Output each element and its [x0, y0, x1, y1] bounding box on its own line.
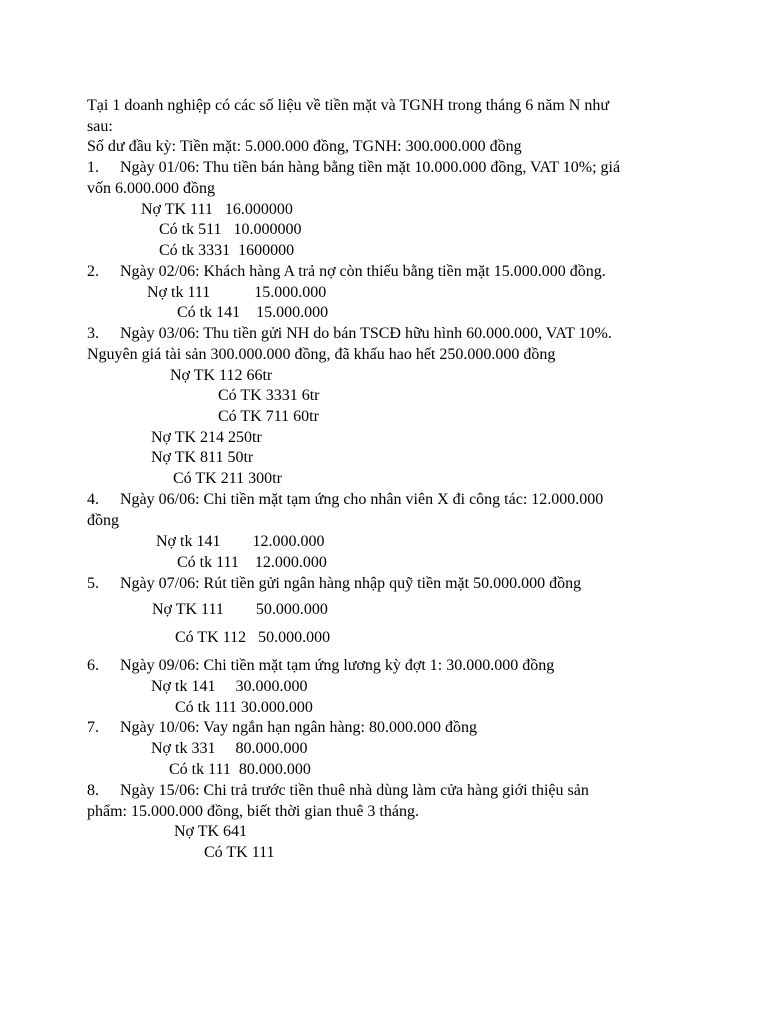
- journal-entry: Nợ TK 111 50.000.000: [152, 601, 328, 618]
- journal-entry: Có TK 3331 6tr: [218, 387, 320, 404]
- intro-line-1: Tại 1 doanh nghiệp có các số liệu về tiền mặt và TGNH trong tháng 6 năm N như: [87, 97, 610, 114]
- journal-entry: Có TK 112 50.000.000: [175, 629, 331, 646]
- journal-entry: Có tk 111 80.000.000: [169, 761, 311, 778]
- journal-entry: Có tk 141 15.000.000: [177, 304, 329, 321]
- journal-entry: Nợ tk 331 80.000.000: [151, 740, 308, 757]
- journal-entry: Nợ TK 214 250tr: [151, 429, 262, 446]
- item-text: Ngày 07/06: Rút tiền gửi ngân hàng nhập quỹ tiền mặt 50.000.000 đồng: [120, 575, 582, 592]
- journal-entry: Nợ TK 641: [174, 823, 248, 840]
- item-number: 3.: [87, 325, 99, 342]
- item-text: Ngày 10/06: Vay ngắn hạn ngân hàng: 80.000.000 đồng: [120, 719, 477, 736]
- intro-line-2: sau:: [87, 118, 113, 135]
- item-text: Ngày 09/06: Chi tiền mặt tạm ứng lương kỳ đợt 1: 30.000.000 đồng: [120, 657, 555, 674]
- journal-entry: Có TK 211 300tr: [173, 470, 282, 487]
- item-text: Ngày 02/06: Khách hàng A trả nợ còn thiếu bằng tiền mặt 15.000.000 đồng.: [120, 263, 606, 280]
- journal-entry: Có tk 3331 1600000: [159, 242, 295, 259]
- journal-entry: Nợ TK 112 66tr: [170, 367, 273, 384]
- item-number: 7.: [87, 719, 99, 736]
- item-number: 8.: [87, 782, 99, 799]
- opening-balance: Số dư đầu kỳ: Tiền mặt: 5.000.000 đồng, TGNH: 300.000.000 đồng: [87, 138, 522, 155]
- journal-entry: Có tk 111 30.000.000: [175, 699, 313, 716]
- journal-entry: Nợ tk 111 15.000.000: [147, 284, 327, 301]
- item-number: 5.: [87, 575, 99, 592]
- item-number: 1.: [87, 159, 99, 176]
- journal-entry: Nợ TK 811 50tr: [151, 449, 254, 466]
- item-text: Ngày 03/06: Thu tiền gửi NH do bán TSCĐ hữu hình 60.000.000, VAT 10%.: [120, 325, 612, 342]
- journal-entry: Nợ tk 141 12.000.000: [156, 533, 325, 550]
- item-number: 2.: [87, 263, 99, 280]
- journal-entry: Có tk 111 12.000.000: [177, 554, 327, 571]
- item-text-continued: Nguyên giá tài sản 300.000.000 đồng, đã khấu hao hết 250.000.000 đồng: [87, 346, 556, 363]
- journal-entry: Nợ tk 141 30.000.000: [151, 678, 308, 695]
- item-number: 4.: [87, 491, 99, 508]
- item-text-continued: đồng: [87, 512, 119, 529]
- journal-entry: Nợ TK 111 16.000000: [141, 201, 293, 218]
- item-text: Ngày 06/06: Chi tiền mặt tạm ứng cho nhân viên X đi công tác: 12.000.000: [120, 491, 604, 508]
- item-text: Ngày 01/06: Thu tiền bán hàng bằng tiền mặt 10.000.000 đồng, VAT 10%; giá: [120, 159, 621, 176]
- journal-entry: Có TK 111: [204, 844, 275, 861]
- item-number: 6.: [87, 657, 99, 674]
- item-text-continued: vốn 6.000.000 đồng: [87, 180, 215, 197]
- item-text-continued: phẩm: 15.000.000 đồng, biết thời gian thuê 3 tháng.: [87, 803, 419, 820]
- journal-entry: Có TK 711 60tr: [218, 408, 319, 425]
- item-text: Ngày 15/06: Chi trả trước tiền thuê nhà dùng làm cửa hàng giới thiệu sản: [120, 782, 589, 799]
- journal-entry: Có tk 511 10.000000: [159, 221, 302, 238]
